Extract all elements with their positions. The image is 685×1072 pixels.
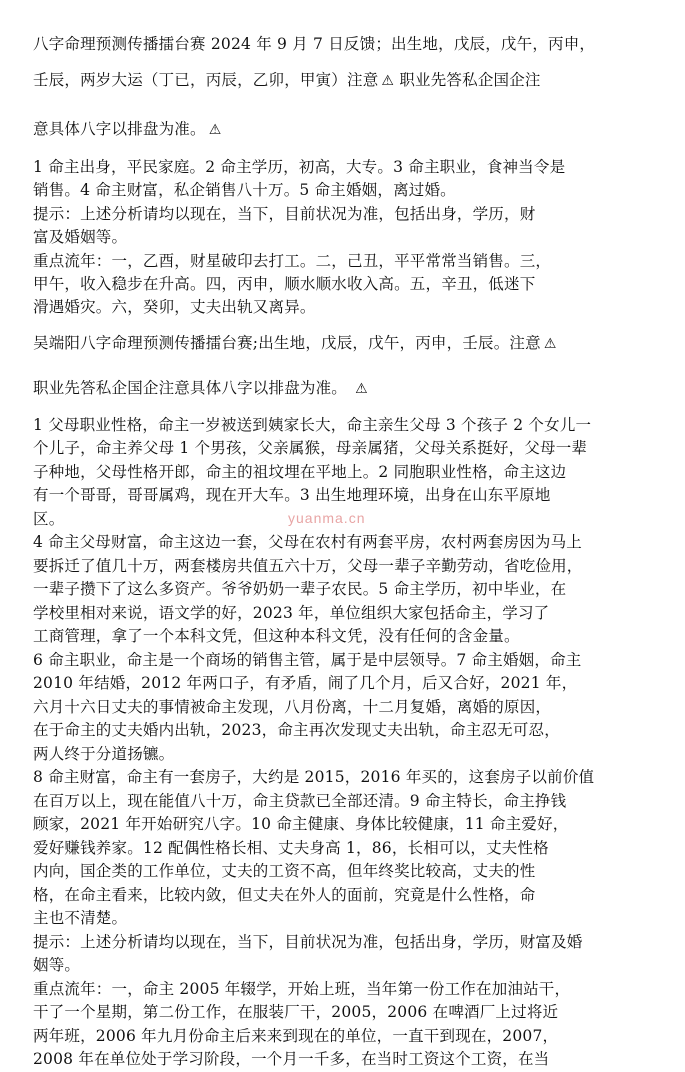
text-line: 主也不清楚。 — [33, 909, 128, 928]
section-summary-1 — [33, 156, 659, 320]
text-line: 销售。4 命主财富，私企销售八十万。5 命主婚姻，离过婚。 — [33, 181, 456, 200]
text-line — [33, 330, 659, 357]
text-line — [33, 62, 659, 99]
text-line: 爱好赚钱养家。12 配偶性格长相、丈夫身高 1，86，长相可以，丈夫性格 — [33, 838, 549, 857]
text-line: 顾家，2021 年开始研究八字。10 命主健康、身体比较健康，11 命主爱好， — [33, 815, 569, 834]
text-line — [33, 111, 659, 148]
text-span: 职业先答私企国企注意具体八字以排盘为准。 — [33, 378, 348, 397]
text-line: 2008 年在单位处于学习阶段，一个月一千多，在当时工资这个工资，在当 — [33, 1050, 550, 1069]
text-line: 8 命主财富，命主有一套房子，大约是 2015，2016 年买的，这套房子以前价值 — [33, 768, 595, 787]
text-line: 提示：上述分析请均以现在，当下，目前状况为准，包括出身，学历，财富及婚 — [33, 932, 583, 951]
text-line: 区。 — [33, 509, 65, 528]
text-line: 两年班，2006 年九月份命主后来来到现在的单位，一直干到现在，2007， — [33, 1026, 559, 1045]
text-line: 重点流年：一，命主 2005 年辍学，开始上班，当年第一份工作在加油站干， — [33, 979, 571, 998]
text-line: 六月十六日丈夫的事情被命主发现，八月份离，十二月复婚，离婚的原因， — [33, 697, 552, 716]
text-line: 内向，国企类的工作单位，丈夫的工资不高，但年终奖比较高，丈夫的性 — [33, 862, 536, 881]
text-line: 个儿子，命主养父母 1 个男孩，父亲属猴，母亲属猪，父母关系挺好，父母一辈 — [33, 439, 588, 458]
section-intro-2 — [33, 330, 659, 402]
section-intro-1 — [33, 26, 659, 148]
text-line: 格，在命主看来，比较内敛，但丈夫在外人的面前，究竟是什么性格，命 — [33, 885, 536, 904]
text-line — [33, 375, 659, 402]
text-span: 职业先答私企国企注 — [399, 71, 541, 89]
text-line: 重点流年：一，乙酉，财星破印去打工。二，己丑，平平常常当销售。三， — [33, 251, 552, 270]
text-line: 提示：上述分析请均以现在，当下，目前状况为准，包括出身，学历，财 — [33, 204, 536, 223]
text-span: 吴端阳八字命理预测传播擂台赛;出生地，戊辰，戊午，丙申，壬辰。注意 — [33, 333, 541, 352]
text-line: 在于命主的丈夫婚内出轨，2023，命主再次发现丈夫出轨，命主忍无可忍， — [33, 721, 560, 740]
text-line: 2010 年结婚，2012 年两口子，有矛盾，闹了几个月，后又合好，2021 年， — [33, 674, 578, 693]
text-span: 意具体八字以排盘为准。 — [33, 120, 206, 138]
text-line: 工商管理，拿了一个本科文凭，但这种本科文凭，没有任何的含金量。 — [33, 627, 520, 646]
warning-icon: ⚠ — [208, 122, 222, 138]
text-line — [33, 26, 659, 62]
warning-icon: ⚠ — [543, 335, 557, 352]
text-line: 有一个哥哥，哥哥属鸡，现在开大车。3 出生地理环境，出身在山东平原地 — [33, 486, 551, 505]
watermark-text: yuanma.cn — [288, 510, 366, 526]
warning-icon: ⚠ — [355, 380, 368, 397]
text-line: 6 命主职业，命主是一个商场的销售主管，属于是中层领导。7 命主婚姻，命主 — [33, 650, 582, 669]
text-span: 八字命理预测传播擂台赛 2024 年 9 月 7 日反馈；出生地，戊辰，戊午，丙申， — [33, 35, 596, 53]
text-line: 富及婚姻等。 — [33, 228, 128, 247]
warning-icon: ⚠ — [381, 73, 395, 89]
text-line: 1 父母职业性格，命主一岁被送到姨家长大，命主亲生父母 3 个孩子 2 个女儿一 — [33, 415, 592, 434]
text-line: 一辈子攒下了这么多资产。爷爷奶奶一辈子农民。5 命主学历，初中毕业，在 — [33, 580, 567, 599]
text-line: 姻等。 — [33, 956, 81, 975]
text-line: 子种地，父母性格开郎，命主的祖坟埋在平地上。2 同胞职业性格，命主这边 — [33, 462, 567, 481]
text-line: 滑遇婚灾。六，癸卯，丈夫出轨又离异。 — [33, 298, 316, 317]
text-line: 4 命主父母财富，命主这边一套，父母在农村有两套平房，农村两套房因为马上 — [33, 533, 582, 552]
text-line: 两人终于分道扬镳。 — [33, 744, 175, 763]
text-line: 1 命主出身，平民家庭。2 命主学历，初高，大专。3 命主职业，食神当令是 — [33, 158, 566, 176]
text-line: 学校里相对来说，语文学的好，2023 年，单位组织大家包括命主，学习了 — [33, 603, 550, 622]
text-span: 壬辰，两岁大运（丁已，丙辰，乙卯，甲寅）注意 — [33, 71, 379, 89]
text-line: 干了一个星期，第二份工作，在服装厂干，2005，2006 在啤酒厂上过将近 — [33, 1003, 559, 1022]
text-line: 甲午，收入稳步在升高。四，丙申，顺水顺水收入高。五，辛丑，低迷下 — [33, 275, 536, 294]
text-line: 在百万以上，现在能值八十万，命主贷款已全部还清。9 命主特长，命主挣钱 — [33, 791, 567, 810]
text-line: 要拆迁了值几十万，两套楼房共值五六十万，父母一辈子辛勤劳动，省吃俭用， — [33, 556, 583, 575]
